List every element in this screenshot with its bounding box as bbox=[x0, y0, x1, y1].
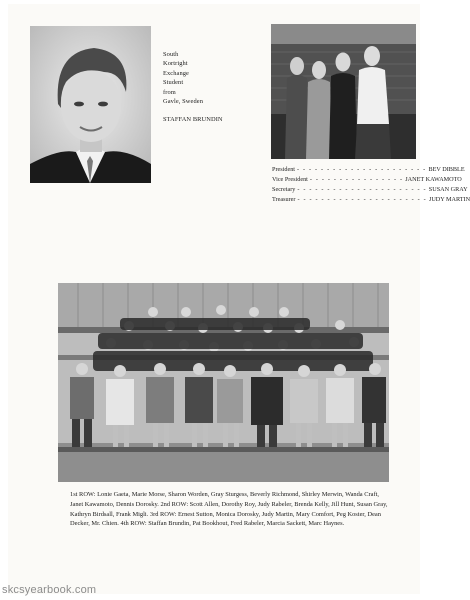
officer-name: JANET KAWAMOTO bbox=[405, 176, 462, 183]
leader-dots: - - - - - - - - - - - - - - - - - - - - - - bbox=[297, 196, 427, 203]
caption-line: Gavle, Sweden bbox=[163, 98, 203, 106]
officer-name: JUDY MARTIN bbox=[428, 196, 470, 203]
officer-row-vice-president bbox=[272, 175, 462, 185]
officer-role: Vice President bbox=[272, 176, 308, 183]
portrait-photo bbox=[30, 26, 151, 183]
caption-line: Exchange bbox=[163, 69, 189, 77]
exchange-student-caption bbox=[163, 50, 263, 125]
officer-row-treasurer bbox=[272, 195, 470, 205]
caption-line: Kortright bbox=[163, 60, 188, 68]
officers-list bbox=[272, 165, 470, 205]
caption-line: from bbox=[163, 88, 176, 96]
leader-dots: - - - - - - - - - - - - - - - - bbox=[309, 176, 404, 183]
officer-name: BEV DIBBLE bbox=[428, 166, 465, 173]
officer-row-president bbox=[272, 165, 465, 175]
officer-role: Treasurer bbox=[272, 196, 296, 203]
caption-line: South bbox=[163, 51, 179, 58]
leader-dots: - - - - - - - - - - - - - - - - - - - - - - bbox=[297, 186, 427, 193]
officer-row-secretary bbox=[272, 185, 468, 195]
officer-role: Secretary bbox=[272, 186, 296, 193]
site-watermark: skcsyearbook.com bbox=[2, 584, 97, 596]
group-photo bbox=[58, 283, 389, 482]
officer-name: SUSAN GRAY bbox=[428, 186, 468, 193]
officers-photo bbox=[271, 24, 416, 159]
group-photo-caption: 1st ROW: Lonie Gaeta, Marie Morse, Sharon Worden, Gray Sturgess, Beverly Richmond, Shirley Merwin, Wanda Craft, Janet Kawamoto, Dennis Dorosky. 2nd ROW: Scott Allen, Dorothy Roy, Judy Rabeler, Brenda Kelly, Jill Hunt, Susan Gray, Kathryn Birdsall, Frank Migli. 3rd ROW: Ernest Sutton, Monica Dorosky, Judy Martin, Mary Comfort, Peg Koster, Dean Decker, Mr. Chien. 4th ROW: Staffan Brundin, Pat Bookhout, Fred Rabeler, Marcia Sackett, Marc Haynes. bbox=[70, 491, 388, 528]
caption-line: Student bbox=[163, 79, 184, 87]
officer-role: President bbox=[272, 166, 296, 173]
leader-dots: - - - - - - - - - - - - - - - - - - - - - - bbox=[297, 166, 427, 173]
student-name: STAFFAN BRUNDIN bbox=[163, 116, 223, 124]
